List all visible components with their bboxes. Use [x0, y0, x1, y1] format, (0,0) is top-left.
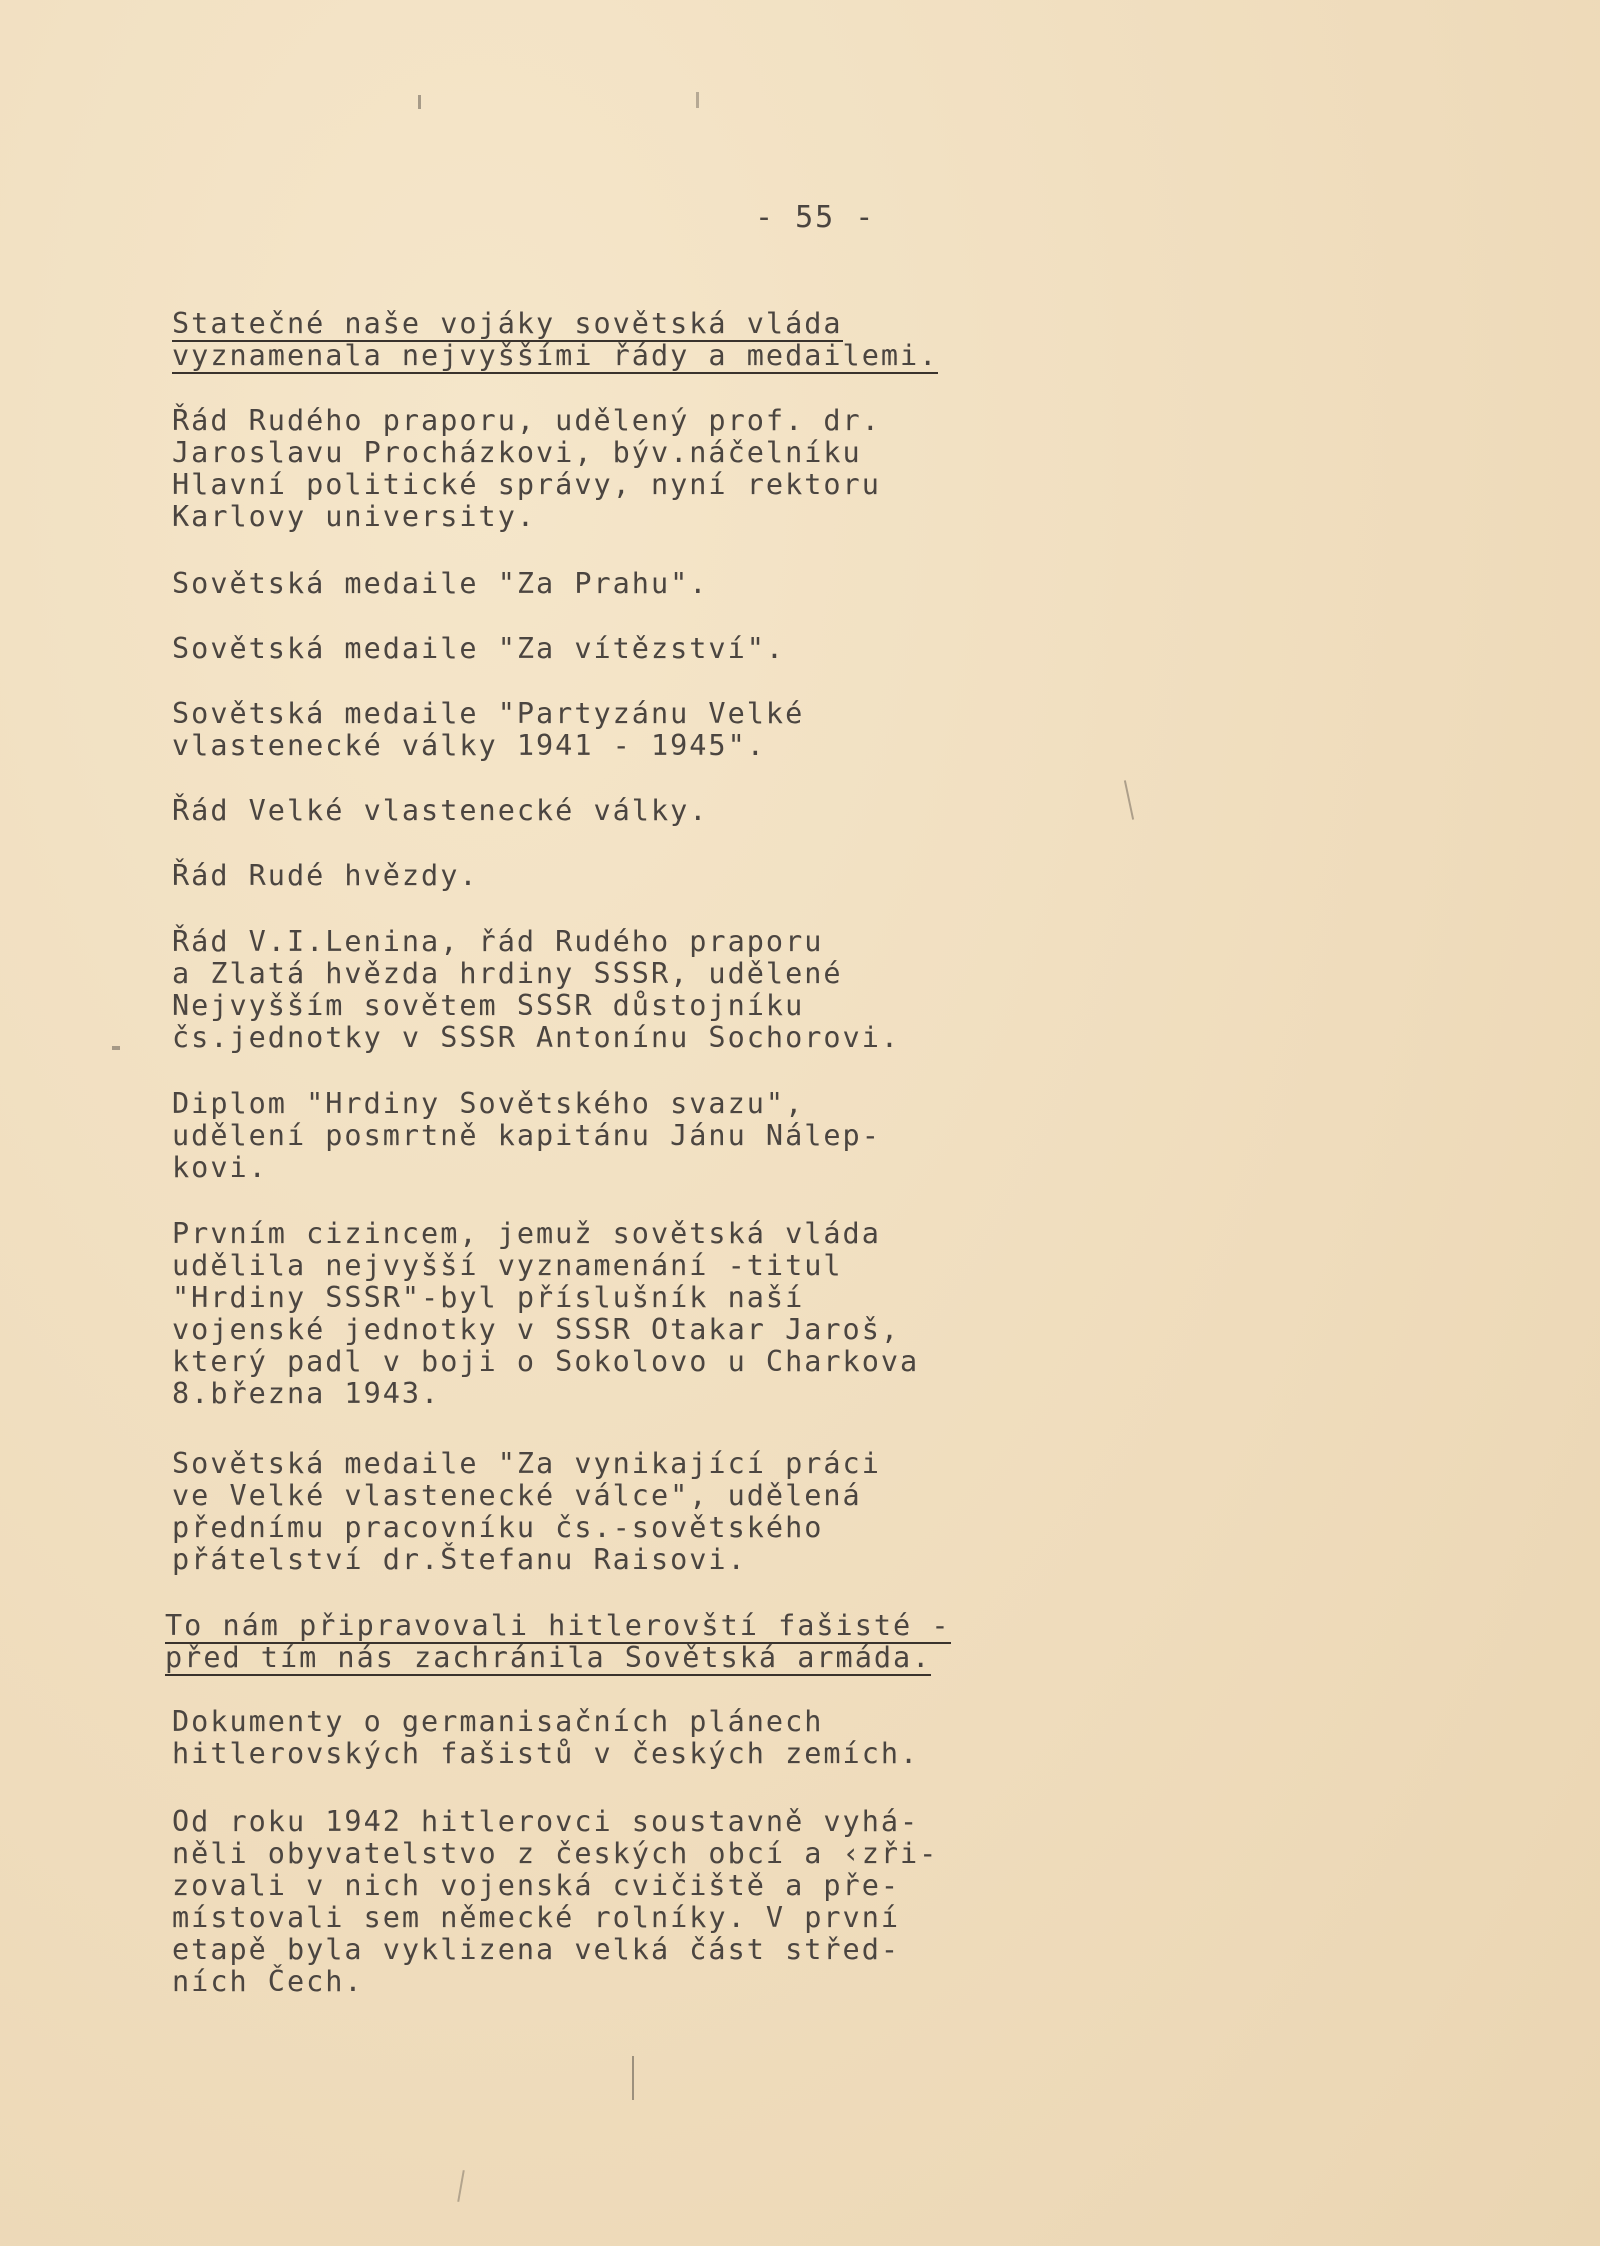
text-line: Řád Rudé hvězdy. [172, 859, 479, 892]
text-line: Jaroslavu Procházkovi, býv.náčelníku [172, 436, 862, 469]
paper-mark [696, 92, 699, 108]
text-line: Dokumenty o germanisačních plánech [172, 1705, 824, 1738]
text-line: zovali v nich vojenská cvičiště a pře- [172, 1869, 901, 1902]
text-line: 8.března 1943. [172, 1377, 441, 1410]
text-line: Od roku 1942 hitlerovci soustavně vyhá- [172, 1805, 920, 1838]
paragraph [172, 860, 1212, 892]
paragraph [172, 926, 1212, 1054]
paragraph [172, 568, 1212, 600]
text-line: Nejvyšším sovětem SSSR důstojníku [172, 989, 805, 1022]
text-line: Hlavní politické správy, nyní rektoru [172, 468, 881, 501]
text-line: vyznamenala nejvyššími řády a medailemi. [172, 339, 939, 372]
text-line: ve Velké vlastenecké válce", udělená [172, 1479, 862, 1512]
text-line: Řád V.I.Lenina, řád Rudého praporu [172, 925, 824, 958]
text-line: Řád Rudého praporu, udělený prof. dr. [172, 404, 881, 437]
text-line: přátelství dr.Štefanu Raisovi. [172, 1543, 747, 1576]
section-heading [172, 308, 1212, 372]
text-line: hitlerovských fašistů v českých zemích. [172, 1737, 920, 1770]
paper-mark [112, 1046, 120, 1050]
text-line: a Zlatá hvězda hrdiny SSSR, udělené [172, 957, 843, 990]
text-line: Diplom "Hrdiny Sovětského svazu", [172, 1087, 805, 1120]
section-heading [165, 1610, 1205, 1674]
text-line: udělení posmrtně kapitánu Jánu Nálep- [172, 1119, 881, 1152]
paragraph [172, 633, 1212, 665]
text-line: etapě byla vyklizena velká část střed- [172, 1933, 901, 1966]
paragraph [172, 405, 1212, 533]
text-line: ních Čech. [172, 1965, 364, 1998]
paragraph [172, 698, 1212, 762]
text-line: který padl v boji o Sokolovo u Charkova [172, 1345, 920, 1378]
text-line: Sovětská medaile "Za Prahu". [172, 567, 709, 600]
page-number: - 55 - [755, 200, 876, 235]
text-line: Prvním cizincem, jemuž sovětská vláda [172, 1217, 881, 1250]
text-line: Řád Velké vlastenecké války. [172, 794, 709, 827]
text-line: vlastenecké války 1941 - 1945". [172, 729, 766, 762]
text-line: To nám připravovali hitlerovští fašisté - [165, 1609, 951, 1642]
text-line: před tím nás zachránila Sovětská armáda. [165, 1641, 932, 1674]
text-line: čs.jednotky v SSSR Antonínu Sochorovi. [172, 1021, 901, 1054]
text-line: Statečné naše vojáky sovětská vláda [172, 307, 843, 340]
text-line: Sovětská medaile "Za vítězství". [172, 632, 786, 665]
paper-mark [418, 95, 421, 109]
paper-mark [632, 2056, 634, 2100]
text-line: místovali sem německé rolníky. V první [172, 1901, 901, 1934]
paragraph [172, 1088, 1212, 1184]
paragraph [172, 1218, 1212, 1410]
paragraph [172, 1806, 1212, 1998]
text-line: Karlovy university. [172, 500, 537, 533]
text-line: přednímu pracovníku čs.-sovětského [172, 1511, 824, 1544]
text-line: něli obyvatelstvo z českých obcí a ‹zři- [172, 1837, 939, 1870]
text-line: udělila nejvyšší vyznamenání -titul [172, 1249, 843, 1282]
paragraph [172, 795, 1212, 827]
paragraph [172, 1448, 1212, 1576]
text-line: vojenské jednotky v SSSR Otakar Jaroš, [172, 1313, 901, 1346]
text-line: Sovětská medaile "Partyzánu Velké [172, 697, 805, 730]
paragraph [172, 1706, 1212, 1770]
paper-mark [457, 2170, 465, 2202]
text-line: kovi. [172, 1151, 268, 1184]
text-line: "Hrdiny SSSR"-byl příslušník naší [172, 1281, 805, 1314]
text-line: Sovětská medaile "Za vynikající práci [172, 1447, 881, 1480]
